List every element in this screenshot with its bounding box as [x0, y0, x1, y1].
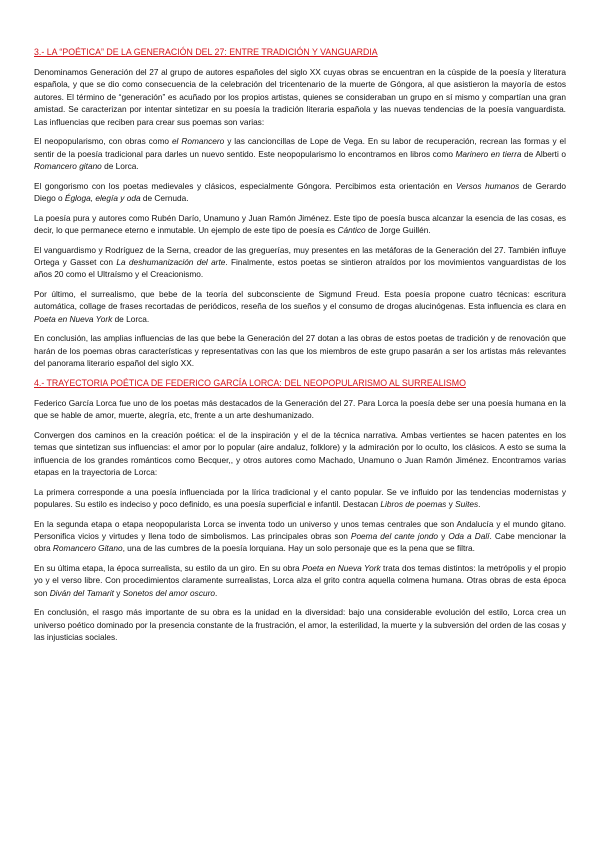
work-title: Poema del cante jondo — [350, 531, 439, 542]
caminos-paragraph: Convergen dos caminos en la creación poética: el de la inspiración y el de la técnica narrativa. Ambas vertientes se hacen patentes en los temas que sintetizan sus influencias: el amor por lo popular (aire andaluz, folklore) y la admiración por lo oculto, los clásicos. A esto se suma la influencia de los grandes románticos como Becquer,, y otros autores como Machado, Unamuno o Juan Ramón Jiménez. Encontramos varias etapas en la trayectoria de Lorca: — [34, 429, 566, 478]
work-title: Romancero Gitano — [52, 543, 123, 554]
section-4-intro: Federico García Lorca fue uno de los poetas más destacados de la Generación del 27. Para Lorca la poesía debe ser una poesía humana en la que se hable de amor, muerte, alegría, etc, frente a un arte deshumanizado. — [34, 397, 566, 421]
text-run: trata dos temas distintos: la metrópolis y el propio yo y el verso libre. Con procedimientos claramente surrealistas, Lorca alza el grito contra aquella colmena humana. Otras obras de esta época son — [34, 563, 566, 598]
text-run: , una de las cumbres de la poesía lorquiana. Hay un solo personaje que es la pena que se filtra. — [122, 543, 475, 554]
work-title: Libros de poemas — [380, 499, 447, 510]
text-run: de Lorca. — [112, 313, 150, 324]
work-title: Sonetos del amor oscuro — [122, 587, 215, 598]
work-title: Égloga, elegía y oda — [64, 193, 141, 204]
work-title: Oda a Dalí — [448, 531, 490, 542]
section-4-heading: 4.- TRAYECTORIA POÉTICA DE FEDERICO GARCÍA LORCA: DEL NEOPOPULARISMO AL SURREALISMO — [34, 377, 466, 388]
section-3-heading: 3.- LA “POÉTICA” DE LA GENERACIÓN DEL 27: ENTRE TRADICIÓN Y VANGUARDIA — [34, 47, 378, 57]
text-run: En la segunda etapa o etapa neopopularista Lorca se inventa todo un universo y unos temas centrales que son Andalucía y el mundo gitano. Personifica vicios y virtudes y llena todo de simbolismos. Las principales obras son — [34, 518, 566, 542]
work-title: Poeta en Nueva York — [302, 563, 381, 574]
work-title: Versos humanos — [456, 180, 520, 191]
text-run: . — [214, 587, 218, 598]
work-title: Diván del Tamarit — [49, 587, 114, 598]
work-title: Poeta en Nueva York — [34, 313, 113, 324]
poesia-pura-paragraph — [34, 212, 566, 237]
text-run: y — [446, 499, 456, 510]
work-title: La deshumanización del arte — [116, 257, 226, 268]
text-run: y — [113, 587, 123, 598]
text-run: de Gerardo Diego o — [34, 180, 567, 204]
text-run: La poesía pura y autores como Rubén Darío, Unamuno y Juan Ramón Jiménez. Este tipo de poesía busca alcanzar la esencia de las cosas, es decir, lo que permanece eterno e inmutable. Un ejemplo de este tipo de poesía es — [34, 212, 566, 236]
text-run: El vanguardismo y Rodríguez de la Serna, creador de las greguerías, muy presentes en las metáforas de la Generación del 27. También influye Ortega y Gasset con — [34, 244, 566, 268]
text-run: El gongorismo con los poetas medievales y clásicos, especialmente Góngora. Percibimos esta orientación en — [34, 180, 457, 191]
section-3-conclusion: En conclusión, las amplias influencias de las que bebe la Generación del 27 dotan a las obras de estos poetas de tradición y de renovación que harán de los poemas obras características y representativas con las que los miembros de este grupo pasarán a ser los artistas más relevantes del panorama literario español del siglo XX. — [34, 333, 566, 369]
work-title: Romancero gitano — [34, 161, 102, 172]
etapa-3-paragraph — [34, 562, 566, 599]
vanguardismo-paragraph — [34, 244, 566, 281]
text-run: El neopopularismo, con obras como — [34, 136, 172, 147]
surrealismo-paragraph — [34, 288, 566, 325]
text-run: de Alberti o — [521, 148, 566, 159]
text-run: Por último, el surrealismo, que bebe de la teoría del subconsciente de Sigmund Freud. Esta poesía propone cuatro técnicas: escritura automática, collage de frases recortadas de periódicos, reseña de los sueños y el consumo de drogas alucinógenas. Esta influencia es clara en — [34, 289, 566, 312]
work-title: Cántico — [337, 225, 366, 236]
section-4-conclusion: En conclusión, el rasgo más importante de su obra es la unidad en la diversidad: bajo una considerable evolución del estilo, Lorca crea un universo poético dominado por la presencia constante de la frustración, el amor, la esterilidad, la muerte y la subversión del orden de las cosas y las injusticias sociales. — [34, 607, 566, 643]
work-title: Marinero en tierra — [455, 148, 522, 159]
gongorismo-paragraph — [34, 180, 566, 205]
etapa-2-paragraph — [34, 518, 566, 555]
neopopularismo-paragraph — [34, 135, 566, 172]
text-run: y — [438, 531, 449, 542]
section-3-intro: Denominamos Generación del 27 al grupo de autores españoles del siglo XX cuyas obras se encuentran en la cúspide de la poesía y literatura española, y que se dio como consecuencia de la celebración del tricentenario de la muerte de Góngora, al que asistieron la mayoría de estos autores. El término de “generación” es acuñado por los propios artistas, quienes se consideraban un grupo en sí mismo y compartían una gran amistad. Se caracterizan por intentar sintetizar en su poesía la tradición literaria española y las nuevas tendencias de la poesía vanguardista. Las influencias que reciben para crear sus poemas son varias: — [34, 67, 566, 127]
text-run: En su última etapa, la época surrealista, su estilo da un giro. En su obra — [34, 563, 303, 574]
text-run: . Cabe mencionar la obra — [34, 531, 566, 554]
text-run: . — [478, 499, 481, 510]
work-title: Suites — [455, 499, 479, 510]
text-run: . Finalmente, estos poetas se sintieron atraídos por los movimientos vanguardistas de los años 20 como el Ultraísmo y el Creacionismo. — [34, 257, 566, 280]
work-title: el Romancero — [171, 136, 225, 147]
text-run: La primera corresponde a una poesía influenciada por la lírica tradicional y el canto popular. Se ve influido por las tendencias modernistas y populares. Su estilo es indeciso y poco definido, es una poesía superficial e infantil. Destacan — [34, 486, 566, 510]
document-page — [34, 46, 566, 644]
text-run: y las cancioncillas de Lope de Vega. En su labor de recuperación, recrean las formas y el sentir de la poesía tradicional para darles un nuevo sentido. Este neopopularismo lo encontramos en libros como — [34, 136, 567, 159]
text-run: de Lorca. — [101, 161, 139, 172]
text-run: de Cernuda. — [140, 193, 189, 204]
text-run: de Jorge Guillén. — [365, 225, 431, 236]
etapa-1-paragraph — [34, 486, 566, 511]
